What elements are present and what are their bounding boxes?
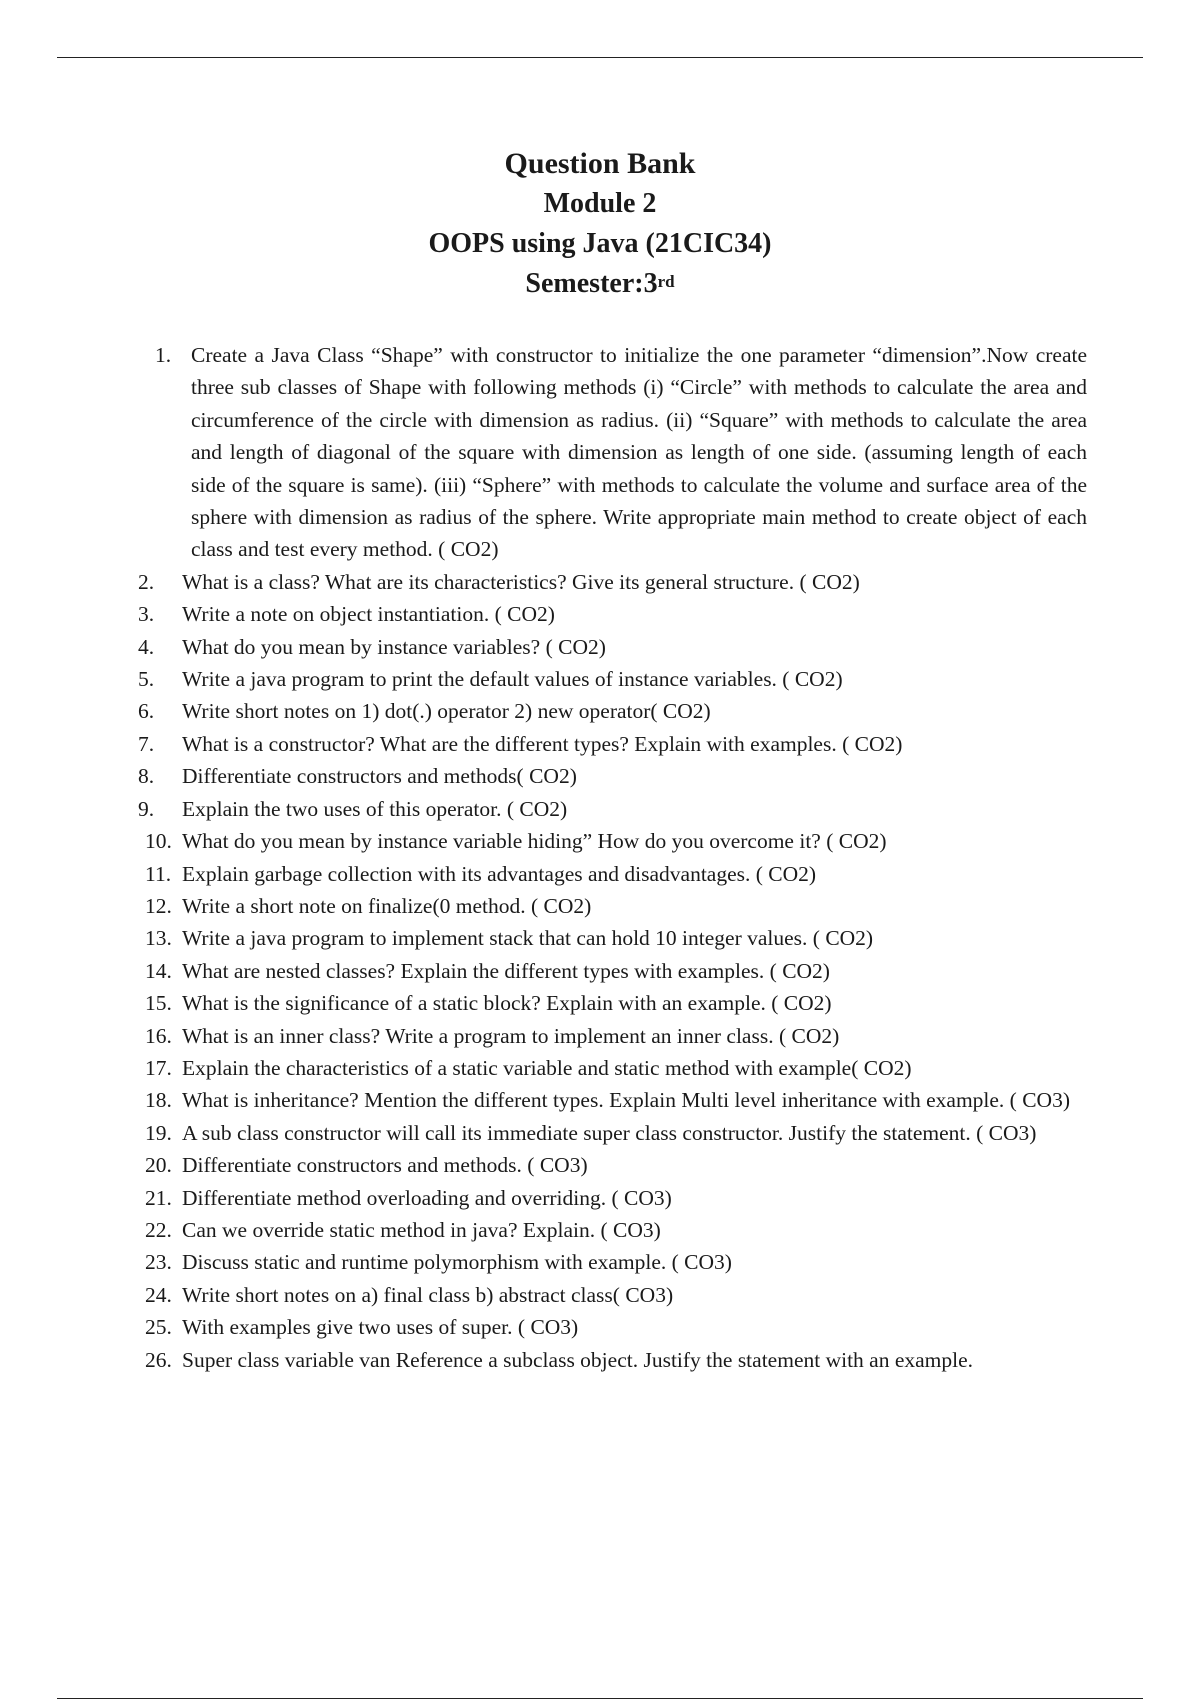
question-item [0,825,1200,857]
question-number: 9. [138,796,155,821]
question-number: 25. [145,1315,172,1340]
question-text: What is an inner class? Write a program to implement an inner class. ( CO2) [182,1023,840,1048]
question-text: Discuss static and runtime polymorphism with example. ( CO3) [182,1250,732,1275]
question-item [0,695,1200,727]
question-item [0,793,1200,825]
question-text: Explain garbage collection with its advantages and disadvantages. ( CO2) [182,861,817,886]
question-item [0,890,1200,922]
document-header [0,144,1200,304]
question-item [0,858,1200,890]
question-item [0,598,1200,630]
question-text: With examples give two uses of super. ( CO3) [182,1315,579,1340]
semester-ordinal: rd [657,272,675,291]
question-number: 16. [145,1023,172,1048]
question-number: 14. [145,958,172,983]
question-text: Super class variable van Reference a subclass object. Justify the statement with an example. [182,1347,974,1372]
question-text: What is a class? What are its characteristics? Give its general structure. ( CO2) [182,569,860,594]
question-text: Differentiate constructors and methods( CO2) [182,764,577,789]
question-item [0,1117,1200,1149]
question-number: 22. [145,1217,172,1242]
question-text: Write a note on object instantiation. ( CO2) [182,602,555,627]
question-text: Differentiate method overloading and overriding. ( CO3) [182,1185,672,1210]
question-text: Write short notes on a) final class b) abstract class( CO3) [182,1282,674,1307]
question-text: Explain the characteristics of a static variable and static method with example( CO2) [182,1055,912,1080]
question-number: 18. [145,1088,172,1113]
semester-text: Semester:3 [525,268,658,299]
question-number: 1. [155,343,172,367]
question-number: 26. [145,1347,172,1372]
question-number: 8. [138,764,155,789]
question-text: What is inheritance? Mention the different types. Explain Multi level inheritance with example. ( CO3) [182,1088,1070,1113]
question-text: Create a Java Class “Shape” with constructor to initialize the one parameter “dimension”.Now create three sub classes of Shape with following methods (i) “Circle” with methods to calculate the area and circumference of the circle with dimension as radius. (ii) “Square” with methods to calculate the area and length of diagonal of the square with dimension as length of one side. (assuming length of each side of the square is same). (iii) “Sphere” with methods to calculate the volume and surface area of the sphere with dimension as radius of the sphere. Write appropriate main method to create object of each class and test every method. ( CO2) [191,343,1087,562]
question-item [0,987,1200,1019]
question-number: 20. [145,1153,172,1178]
question-item [0,760,1200,792]
question-item [0,339,1200,566]
question-item [0,663,1200,695]
question-item [0,728,1200,760]
question-item [0,1344,1200,1376]
question-number: 21. [145,1185,172,1210]
question-text: A sub class constructor will call its immediate super class constructor. Justify the statement. ( CO3) [182,1120,1037,1145]
question-number: 15. [145,991,172,1016]
question-number: 12. [145,893,172,918]
question-text: Write a short note on finalize(0 method. ( CO2) [182,893,592,918]
question-text: Write a java program to print the default values of instance variables. ( CO2) [182,667,843,692]
question-number: 23. [145,1250,172,1275]
question-text: Write a java program to implement stack that can hold 10 integer values. ( CO2) [182,926,874,951]
question-item [0,1311,1200,1343]
doc-title: Question Bank [504,147,696,180]
question-item [0,1279,1200,1311]
question-text: What are nested classes? Explain the different types with examples. ( CO2) [182,958,830,983]
question-item [0,1020,1200,1052]
bottom-rule [57,1698,1143,1699]
question-number: 2. [138,569,155,594]
question-number: 5. [138,667,155,692]
question-text: Write short notes on 1) dot(.) operator 2) new operator( CO2) [182,699,711,724]
question-text: Explain the two uses of this operator. ( CO2) [182,796,568,821]
question-text: Can we override static method in java? Explain. ( CO3) [182,1217,661,1242]
question-text: What is a constructor? What are the different types? Explain with examples. ( CO2) [182,731,903,756]
question-number: 10. [145,829,172,854]
question-number: 17. [145,1055,172,1080]
question-item [0,1182,1200,1214]
question-item [0,955,1200,987]
question-text: Differentiate constructors and methods. ( CO3) [182,1153,588,1178]
question-item [0,1149,1200,1181]
question-item [0,1084,1200,1116]
question-item [0,1246,1200,1278]
question-number: 19. [145,1120,172,1145]
question-text: What do you mean by instance variables? ( CO2) [182,634,606,659]
question-number: 13. [145,926,172,951]
question-text: What do you mean by instance variable hiding” How do you overcome it? ( CO2) [182,829,887,854]
question-list [0,339,1200,1376]
question-number: 3. [138,602,155,627]
question-text: What is the significance of a static block? Explain with an example. ( CO2) [182,991,832,1016]
question-number: 4. [138,634,155,659]
question-item [0,922,1200,954]
question-item [0,1214,1200,1246]
question-number: 7. [138,731,155,756]
module-label: Module 2 [543,188,657,219]
question-number: 11. [145,861,172,886]
course-title: OOPS using Java (21CIC34) [428,228,772,259]
question-number: 24. [145,1282,172,1307]
question-number: 6. [138,699,155,724]
question-item [0,631,1200,663]
question-item [0,1052,1200,1084]
semester-label [0,264,1200,304]
question-item [0,566,1200,598]
top-rule [57,57,1143,58]
